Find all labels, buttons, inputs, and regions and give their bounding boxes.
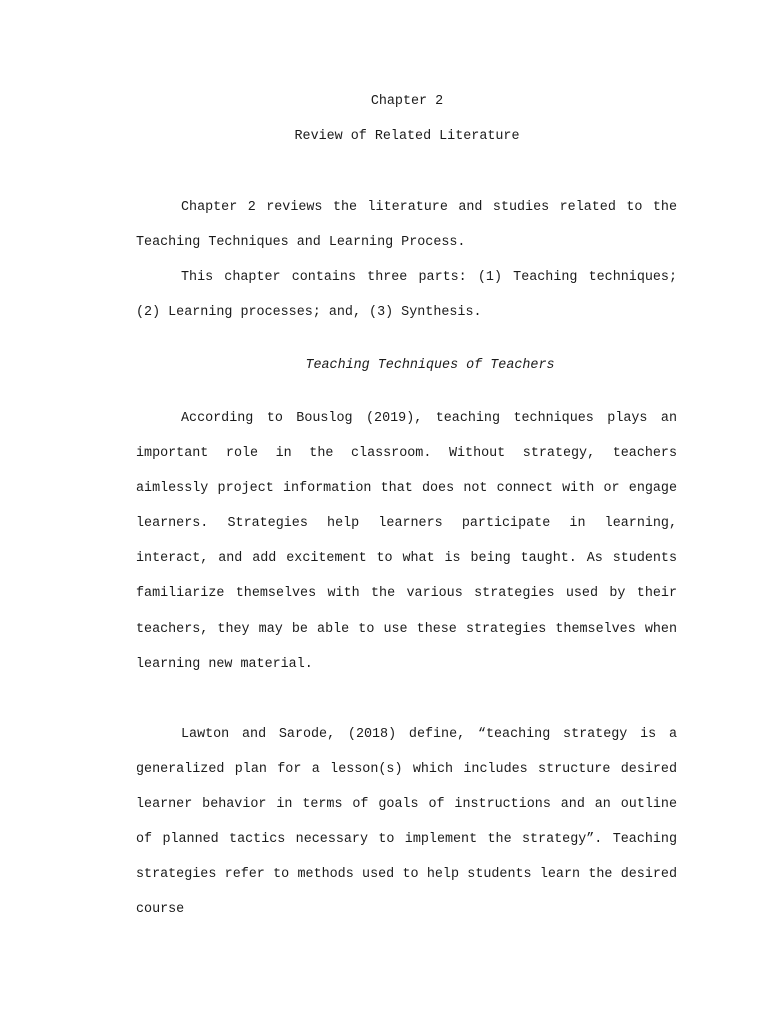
section-heading: Teaching Techniques of Teachers	[305, 358, 555, 373]
chapter-number: Chapter 2	[370, 94, 444, 109]
lawton-paragraph: Lawton and Sarode, (2018) define, “teaching strategy is a generalized plan for a lesson(s) which includes structure desired learner behavior in terms of goals of instructions and an outline of planned tactics necessary to implement the strategy”. Teaching strategies refer to methods used to help students learn the desired course	[136, 727, 677, 918]
intro-paragraph: Chapter 2 reviews the literature and studies related to the Teaching Techniques and Learning Process.	[136, 200, 677, 251]
bouslog-paragraph: According to Bouslog (2019), teaching techniques plays an important role in the classroom. Without strategy, teachers aimlessly project information that does not connect with or engage learners. Strategies help learners participate in learning, interact, and add excitement to what is being taught. As students familiarize themselves with the various strategies used by their teachers, they may be able to use these strategies themselves when learning new material.	[136, 411, 677, 672]
chapter-title: Review of Related Literature	[294, 129, 520, 144]
parts-paragraph: This chapter contains three parts: (1) Teaching techniques; (2) Learning processes; and, (3) Synthesis.	[136, 270, 677, 321]
